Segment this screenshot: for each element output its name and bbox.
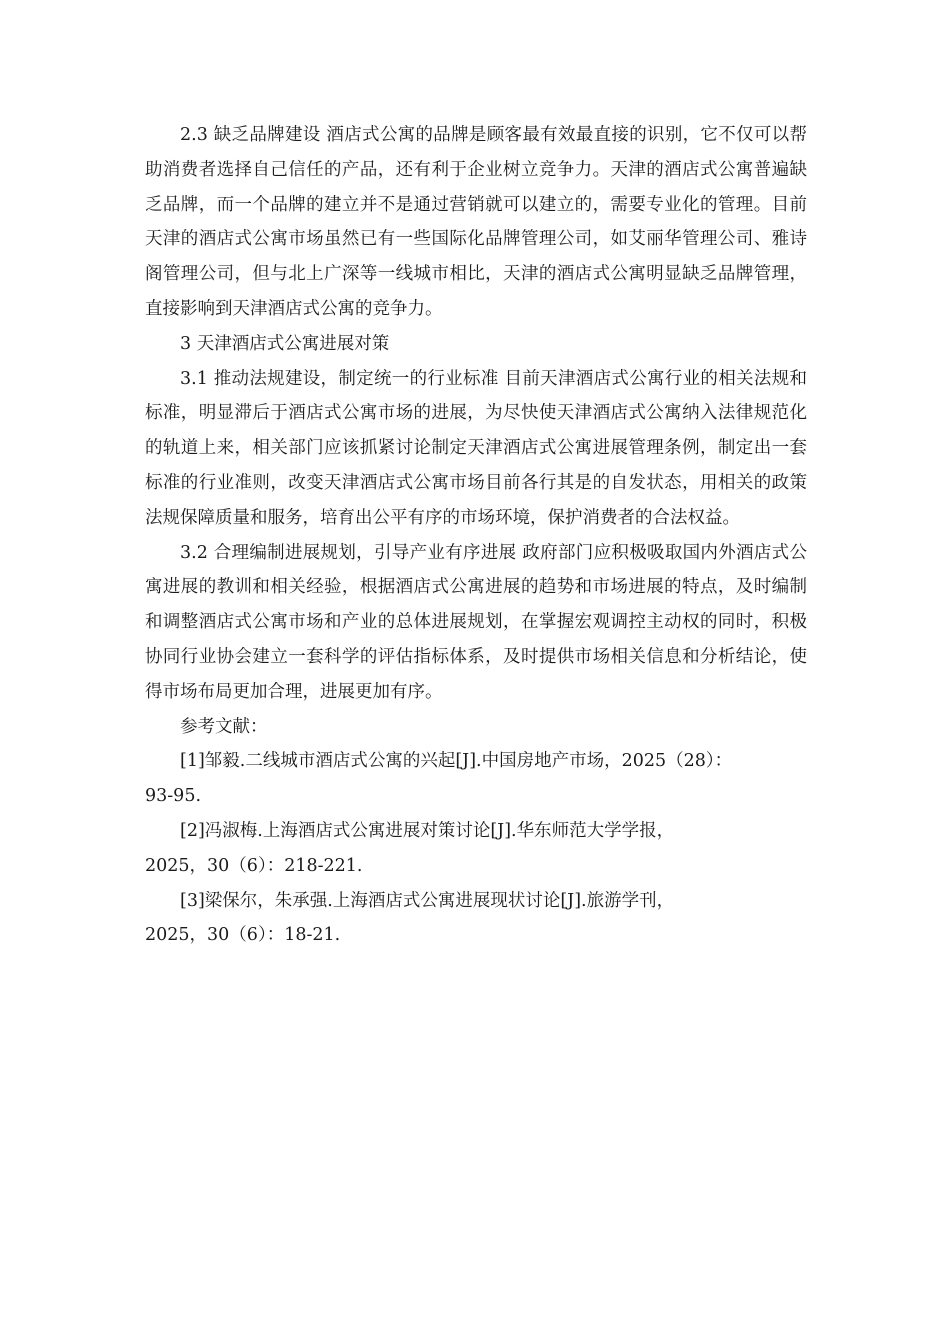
reference-item-2: [2]冯淑梅.上海酒店式公寓进展对策讨论[J].华东师范大学学报， bbox=[180, 820, 675, 841]
references-heading: 参考文献： bbox=[180, 716, 268, 737]
reference-item-3: [3]梁保尔，朱承强.上海酒店式公寓进展现状讨论[J].旅游学刊， bbox=[180, 890, 675, 911]
paragraph-planning: 3.2 合理编制进展规划，引导产业有序进展 政府部门应积极吸取国内外酒店式公寓进展的教训和相关经验，根据酒店式公寓进展的趋势和市场进展的特点，及时编制和调整酒店式公寓市场和产业的总体进展规划，在掌握宏观调控主动权的同时，积极协同行业协会建立一套科学的评估指标体系，及时提供市场相关信息和分析结论，使得市场布局更加合理，进展更加有序。 bbox=[145, 542, 807, 702]
document-body bbox=[145, 118, 807, 953]
paragraph-brand-building: 2.3 缺乏品牌建设 酒店式公寓的品牌是顾客最有效最直接的识别，它不仅可以帮助消费者选择自己信任的产品，还有利于企业树立竞争力。天津的酒店式公寓普遍缺乏品牌，而一个品牌的建立并不是通过营销就可以建立的，需要专业化的管理。目前天津的酒店式公寓市场虽然已有一些国际化品牌管理公司，如艾丽华管理公司、雅诗阁管理公司，但与北上广深等一线城市相比，天津的酒店式公寓明显缺乏品牌管理，直接影响到天津酒店式公寓的竞争力。 bbox=[145, 125, 807, 319]
reference-item-1: [1]邹毅.二线城市酒店式公寓的兴起[J].中国房地产市场，2025（28）： bbox=[180, 751, 733, 772]
paragraph-regulation: 3.1 推动法规建设，制定统一的行业标准 目前天津酒店式公寓行业的相关法规和标准，明显滞后于酒店式公寓市场的进展，为尽快使天津酒店式公寓纳入法律规范化的轨道上来，相关部门应该抓紧讨论制定天津酒店式公寓进展管理条例，制定出一套标准的行业准则，改变天津酒店式公寓市场目前各行其是的自发状态，用相关的政策法规保障质量和服务，培育出公平有序的市场环境，保护消费者的合法权益。 bbox=[145, 368, 807, 528]
section-heading-countermeasures: 3 天津酒店式公寓进展对策 bbox=[180, 333, 390, 354]
reference-item-2-continued: 2025，30（6）：218-221. bbox=[145, 855, 363, 876]
reference-item-3-continued: 2025，30（6）：18-21. bbox=[145, 925, 341, 946]
reference-item-1-continued: 93-95. bbox=[145, 786, 202, 807]
